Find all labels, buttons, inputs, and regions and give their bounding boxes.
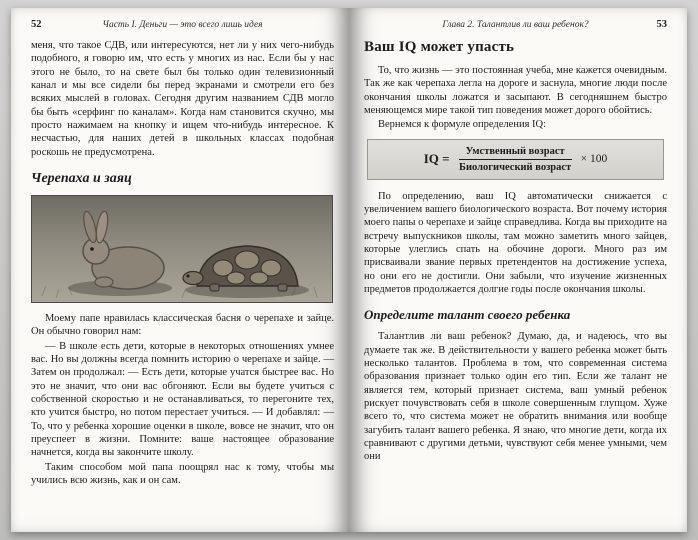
body-paragraph: Моему папе нравилась классическая басня о черепахе и зайце. Он обычно говорил нам: (31, 312, 334, 338)
body-paragraph: Талантлив ли ваш ребенок? Думаю, да, и надеюсь, что вы думаете так же. В действительности у вашего ребенка может быть несколько талантов. Проблема в том, что современная система образования признает только один его тип. Если же талант не является тем, который признает система, ваш умный ребенок рискует почувствовать себя в школе совершенным глупцом. Хуже всего то, что система может не обратить внимания или вообще загубить талант вашего ребенка. Я знаю, что многие дети, когда их сравнивают с другими детьми, чувствуют себя менее умными, чем они (364, 331, 667, 463)
body-paragraph: Таким способом мой папа поощрял нас к тому, чтобы мы учились всю жизнь, как и он сам. (31, 461, 334, 486)
body-paragraph: — В школе есть дети, которые в некоторых отношениях умнее вас. Но вы должны всегда помнить историю о черепахе и зайце. — Затем он продолжал: — Есть дети, которые учатся быстрее вас. Но это не значит, что они вас обгоняют. Если вы будете учиться с собственной скоростью и не останавливаться, то перегоните тех, кто учится быстро, но потом перестает учиться. — И добавлял: — То, что у ребенка хорошие оценки в школе, вовсе не значит, что он преуспеет в жизни. Помните: ваше настоящее образование начнется, когда вы закончите школу. (31, 340, 334, 459)
page-header-left (31, 19, 334, 30)
body-paragraph: Вернемся к формуле определения IQ: (378, 119, 547, 131)
body-paragraph: По определению, ваш IQ автоматически снижается с увеличением вашего биологического возраста. Вот почему история моего папы о черепахе и зайце справедлива. Когда вы приходите на встречу выпускников школы, там можно заметить много зайцев, которые улеглись спать на обочине дороги. Много раз им присваивали звание первых претендентов на достижение успеха, но они его не достигли. Они забыли, что изучение жизненных предметов продолжается долгие годы после окончания школы. (364, 190, 667, 295)
formula-denominator: Биологический возраст (459, 161, 572, 173)
running-title-left: Часть I. Деньги — это всего лишь идея (102, 20, 263, 30)
section-heading-iq: Ваш IQ может упасть (364, 39, 515, 55)
page-right (349, 8, 687, 532)
formula-fraction (459, 146, 572, 173)
iq-formula-box (367, 139, 664, 180)
body-paragraph: То, что жизнь — это постоянная учеба, мне кажется очевидным. Так же как черепаха легла на дороге и заснула, многие люди после окончания школы ложатся и засыпают. В сегодняшнем быстро меняющемся мире такой тип поведения может дорого обойтись. (364, 65, 667, 116)
hare-and-tortoise-illustration (32, 196, 332, 302)
section-heading-talent: Определите талант своего ребенка (364, 307, 571, 323)
body-paragraph: меня, что такое СДВ, или интересуются, нет ли у них чего-нибудь подобного, я говорю им, что есть у многих из нас. Если бы у нас этого не было, то на свете был бы только один телевизионный канал и мы все сидели бы перед экранами и смотрели его без всяких мыслей в головах. Сегодня другим названием СДВ могло бы быть «серфинг по каналам». Когда нам становится скучно, мы просто нажимаем на кнопку и ищем что-нибудь интересное. К несчастью, для наших детей в школьных классах подобная роскошь не предусмотрена. (31, 40, 334, 158)
formula-multiplier: × 100 (580, 153, 608, 166)
page-header-right (364, 19, 667, 30)
running-title-right: Глава 2. Талантлив ли ваш ребенок? (442, 20, 589, 30)
page-number-left: 52 (31, 19, 42, 30)
formula-lhs: IQ = (423, 151, 450, 167)
formula-numerator: Умственный возраст (459, 146, 572, 160)
book-spread (11, 8, 687, 532)
page-left (11, 8, 349, 532)
hare-and-tortoise-photo (31, 195, 333, 303)
page-number-right: 53 (656, 19, 667, 30)
section-heading-tortoise-hare: Черепаха и заяц (31, 170, 132, 186)
